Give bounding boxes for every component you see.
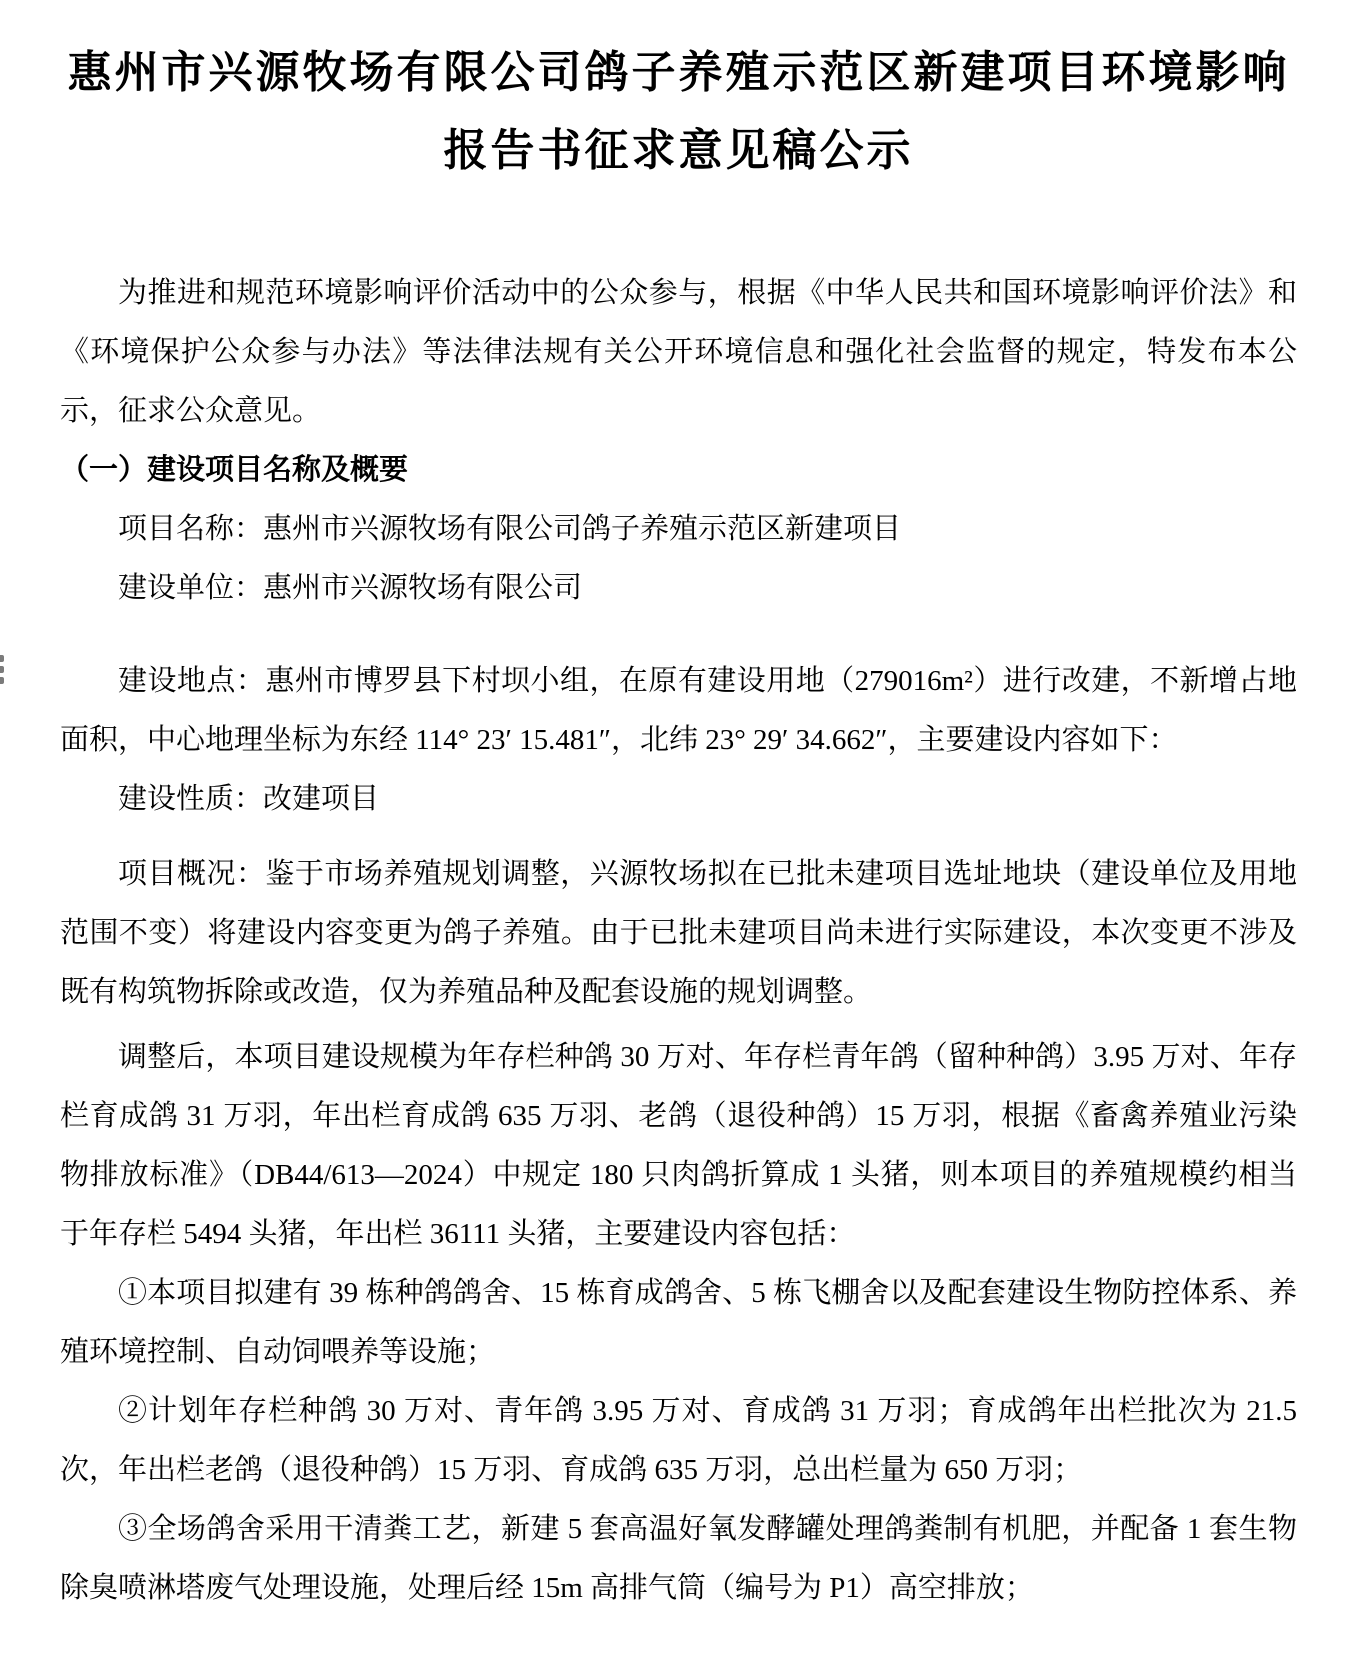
section-heading-1: （一）建设项目名称及概要	[60, 454, 409, 486]
paragraph-construction-site: 建设地点：惠州市博罗县下村坝小组，在原有建设用地（279016m²）进行改建，不新增占地面积，中心地理坐标为东经 114° 23′ 15.481″，北纬 23° 29′ 34.662″，主要建设内容如下：	[60, 665, 1297, 756]
paragraph-item-2: ②计划年存栏种鸽 30 万对、青年鸽 3.95 万对、育成鸽 31 万羽；育成鸽年出栏批次为 21.5 次，年出栏老鸽（退役种鸽）15 万羽、育成鸽 635 万羽，总出栏量为 650 万羽；	[60, 1395, 1297, 1486]
paragraph-project-name: 项目名称：惠州市兴源牧场有限公司鸽子养殖示范区新建项目	[118, 513, 902, 545]
drag-handle-dot	[0, 677, 4, 684]
drag-handle-dot	[0, 655, 4, 662]
paragraph-scale-after-adjustment: 调整后，本项目建设规模为年存栏种鸽 30 万对、年存栏青年鸽（留种种鸽）3.95 万对、年存栏育成鸽 31 万羽，年出栏育成鸽 635 万羽、老鸽（退役种鸽）15 万羽，根据《畜禽养殖业污染物排放标准》（DB44/613—2024）中规定 180 只肉鸽折算成 1 头猪，则本项目的养殖规模约相当于年存栏 5494 头猪，年出栏 36111 头猪，主要建设内容包括：	[60, 1041, 1297, 1250]
paragraph-construction-unit: 建设单位：惠州市兴源牧场有限公司	[118, 572, 583, 604]
paragraph-item-1: ①本项目拟建有 39 栋种鸽鸽舍、15 栋育成鸽舍、5 栋飞棚舍以及配套建设生物防控体系、养殖环境控制、自动饲喂养等设施；	[60, 1277, 1297, 1368]
paragraph-item-3: ③全场鸽舍采用干清粪工艺，新建 5 套高温好氧发酵罐处理鸽粪制有机肥，并配备 1 套生物除臭喷淋塔废气处理设施，处理后经 15m 高排气筒（编号为 P1）高空排放；	[60, 1513, 1297, 1604]
paragraph-project-overview: 项目概况：鉴于市场养殖规划调整，兴源牧场拟在已批未建项目选址地块（建设单位及用地范围不变）将建设内容变更为鸽子养殖。由于已批未建项目尚未进行实际建设，本次变更不涉及既有构筑物拆除或改造，仅为养殖品种及配套设施的规划调整。	[60, 858, 1297, 1008]
paragraph-drag-handle-icon[interactable]	[0, 655, 5, 688]
drag-handle-dot	[0, 666, 4, 673]
document-title-line-2: 报告书征求意见稿公示	[443, 125, 914, 176]
paragraph-construction-nature: 建设性质：改建项目	[118, 783, 380, 815]
document-title-line-1: 惠州市兴源牧场有限公司鸽子养殖示范区新建项目环境影响	[67, 47, 1290, 98]
document-title	[60, 34, 1297, 190]
paragraph-intro: 为推进和规范环境影响评价活动中的公众参与，根据《中华人民共和国环境影响评价法》和《环境保护公众参与办法》等法律法规有关公开环境信息和强化社会监督的规定，特发布本公示，征求公众意见。	[60, 277, 1297, 427]
